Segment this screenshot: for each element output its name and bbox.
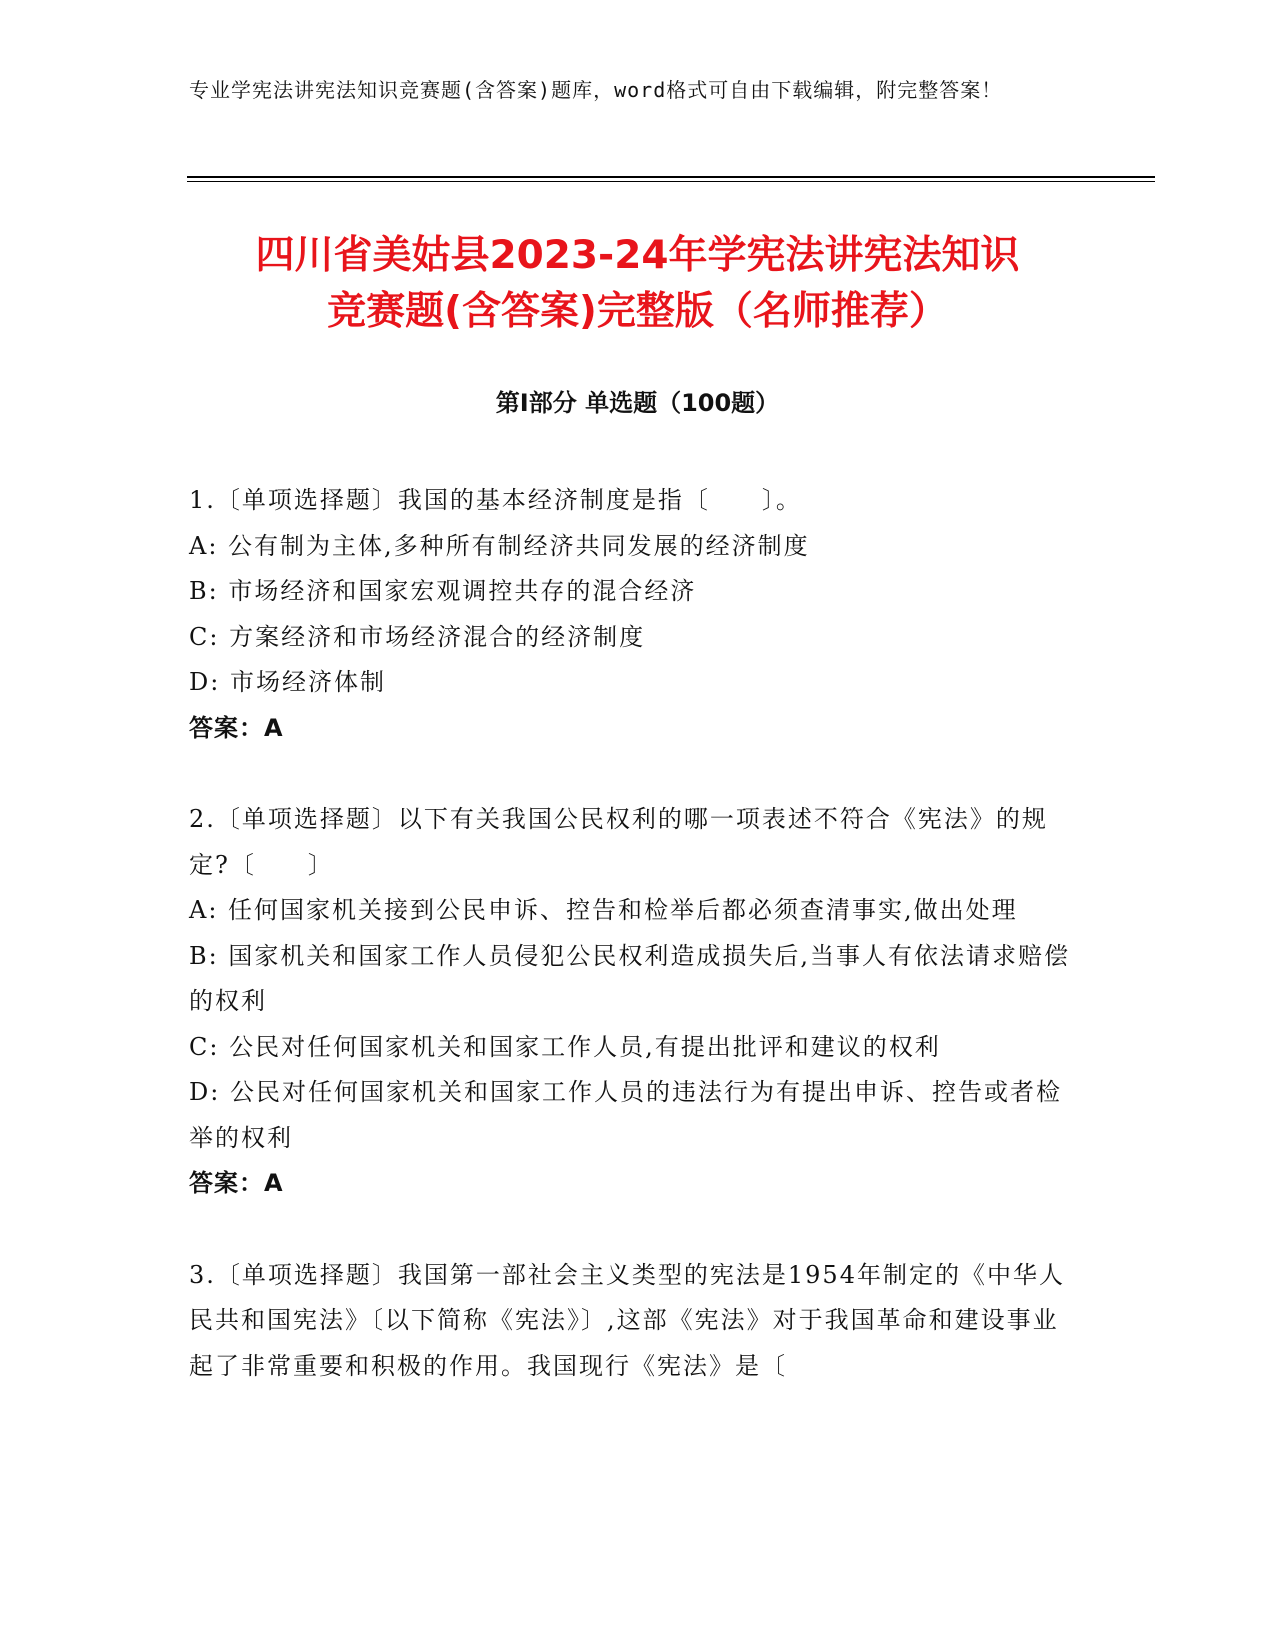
title-line-1: 四川省美姑县2023-24年学宪法讲宪法知识 — [255, 233, 1020, 278]
question-stem: 3.〔单项选择题〕我国第一部社会主义类型的宪法是1954年制定的《中华人民共和国宪法》〔以下简称《宪法》〕,这部《宪法》对于我国革命和建设事业起了非常重要和积极的作用。我国现行《宪法》是〔 — [189, 1260, 1065, 1380]
question-2 — [189, 797, 1079, 1207]
header-note: 专业学宪法讲宪法知识竞赛题(含答案)题库，word格式可自由下载编辑，附完整答案！ — [189, 78, 1003, 102]
question-stem: 2.〔单项选择题〕以下有关我国公民权利的哪一项表述不符合《宪法》的规定?〔 〕 — [189, 805, 1048, 879]
header-divider-thick — [187, 176, 1155, 178]
section-heading: 第Ⅰ部分 单选题（100题） — [495, 389, 780, 417]
question-list — [189, 478, 1079, 1435]
answer: 答案：A — [189, 713, 284, 742]
title-line-2: 竞赛题(含答案)完整版（名师推荐） — [327, 289, 948, 334]
answer: 答案：A — [189, 1169, 284, 1197]
option-a: A: 公有制为主体,多种所有制经济共同发展的经济制度 — [189, 531, 810, 560]
option-c: C: 方案经济和市场经济混合的经济制度 — [189, 622, 646, 651]
option-c: C: 公民对任何国家机关和国家工作人员,有提出批评和建议的权利 — [189, 1032, 941, 1061]
question-1 — [189, 478, 1079, 751]
header-divider-thin — [187, 181, 1155, 182]
question-stem: 1.〔单项选择题〕我国的基本经济制度是指〔 〕。 — [189, 486, 802, 514]
option-a: A: 任何国家机关接到公民申诉、控告和检举后都必须查清事实,做出处理 — [189, 896, 1018, 924]
option-d: D: 市场经济体制 — [189, 668, 386, 696]
question-3 — [189, 1253, 1079, 1390]
option-b: B: 市场经济和国家宏观调控共存的混合经济 — [189, 577, 697, 605]
option-d: D: 公民对任何国家机关和国家工作人员的违法行为有提出申诉、控告或者检举的权利 — [189, 1078, 1062, 1152]
option-b: B: 国家机关和国家工作人员侵犯公民权利造成损失后,当事人有依法请求赔偿的权利 — [189, 941, 1070, 1015]
document-title — [150, 228, 1125, 340]
